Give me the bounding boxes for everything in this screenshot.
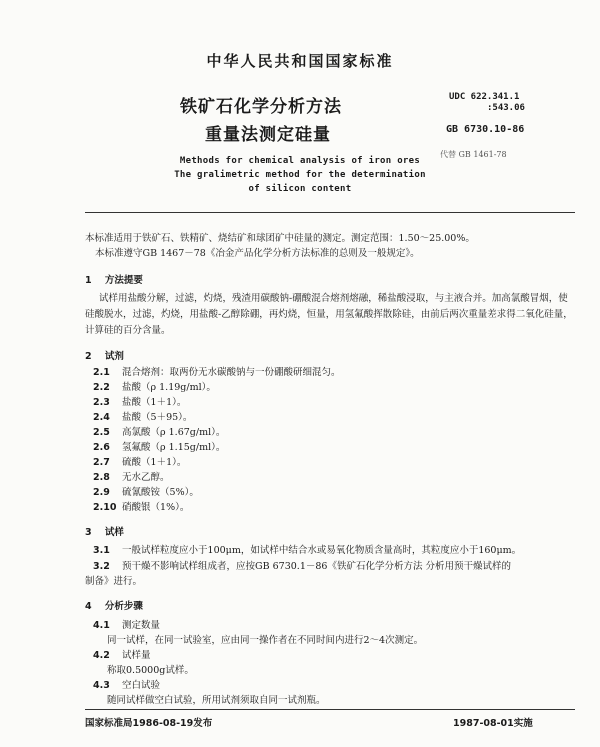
section-heading-1 [85, 272, 143, 286]
reagent-item: 2.1 混合熔剂：取两份无水碳酸钠与一份硼酸研细混匀。 [93, 367, 341, 378]
section-title: 分析步骤 [104, 601, 143, 612]
section-title: 方法提要 [104, 275, 143, 286]
section-heading-3 [85, 524, 124, 538]
effective-date: 1987-08-01实施 [453, 718, 533, 729]
section-title: 试样 [104, 527, 124, 538]
divider-top [85, 212, 575, 213]
title-chinese-line2: 重量法测定硅量 [205, 125, 331, 145]
divider-bottom [85, 709, 575, 710]
reagent-item: 2.7 硫酸（1＋1）。 [93, 457, 187, 468]
sample-item: 3.2 预干燥不影响试样组成者，应按GB 6730.1－86《铁矿石化学分析方法 分析用预干燥试样的 [93, 561, 511, 572]
replaces-standard: 代替 GB 1461-78 [440, 150, 507, 159]
section-heading-4 [85, 598, 143, 612]
udc-code-line1: UDC 622.341.1 [449, 92, 520, 102]
reagent-item: 2.9 硫氰酸铵（5%）。 [93, 487, 199, 498]
subsection-heading: 4.3 空白试验 [93, 680, 161, 691]
reagent-item: 2.3 盐酸（1＋1）。 [93, 397, 187, 408]
title-english-line2: The gralimetric method for the determination [174, 170, 426, 180]
subsection-heading: 4.2 试样量 [93, 650, 151, 661]
subsection-heading: 4.1 测定数量 [93, 620, 161, 631]
section-title: 试剂 [104, 351, 124, 362]
issue-date: 国家标准局1986-08-19发布 [85, 718, 213, 729]
udc-code-line2: :543.06 [487, 103, 525, 113]
intro-compliance: 本标准遵守GB 1467－78《冶金产品化学分析方法标准的总则及一般规定》。 [95, 248, 420, 259]
reagent-item: 2.6 氢氟酸（ρ 1.15g/ml）。 [93, 442, 226, 453]
title-english-line1: Methods for chemical analysis of iron ores [179, 156, 421, 166]
sample-item-continuation: 制备》进行。 [85, 576, 143, 587]
subsection-body: 同一试样，在同一试验室，应由同一操作者在不同时间内进行2～4次测定。 [107, 635, 424, 646]
section-number: 2 [85, 351, 92, 362]
subsection-body: 称取0.5000g试样。 [107, 665, 194, 676]
reagent-item: 2.10 硝酸银（1%）。 [93, 502, 190, 513]
section-number: 1 [85, 275, 92, 286]
issuing-country-header: 中华人民共和国国家标准 [206, 52, 394, 70]
title-chinese-line1: 铁矿石化学分析方法 [180, 97, 342, 117]
reagent-item: 2.5 高氯酸（ρ 1.67g/ml）。 [93, 427, 226, 438]
subsection-body: 随同试样做空白试验，所用试剂须取自同一试剂瓶。 [107, 695, 326, 706]
section-number: 3 [85, 527, 92, 538]
standard-number: GB 6730.10-86 [446, 124, 525, 135]
reagent-item: 2.4 盐酸（5＋95）。 [93, 412, 193, 423]
reagent-item: 2.8 无水乙醇。 [93, 472, 170, 483]
reagent-item: 2.2 盐酸（ρ 1.19g/ml）。 [93, 382, 216, 393]
section-heading-2 [85, 348, 124, 362]
method-summary: 试样用盐酸分解，过滤，灼烧，残渣用碳酸钠-硼酸混合熔剂熔融，稀盐酸浸取，与主液合并。加高氯酸冒烟，使硅酸脱水，过滤，灼烧，用盐酸-乙醇除硼，再灼烧，恒量，用氢氟酸挥散除硅，由前后两次重量差求得二氧化硅量，计算硅的百分含量。 [85, 293, 573, 336]
title-english-line3: of silicon content [248, 184, 352, 194]
section-number: 4 [85, 601, 92, 612]
intro-scope: 本标准适用于铁矿石、铁精矿、烧结矿和球团矿中硅量的测定。测定范围：1.50～25.00%。 [85, 233, 475, 244]
sample-item: 3.1 一般试样粒度应小于100μm，如试样中结合水或易氧化物质含量高时，其粒度应小于160μm。 [93, 545, 522, 556]
